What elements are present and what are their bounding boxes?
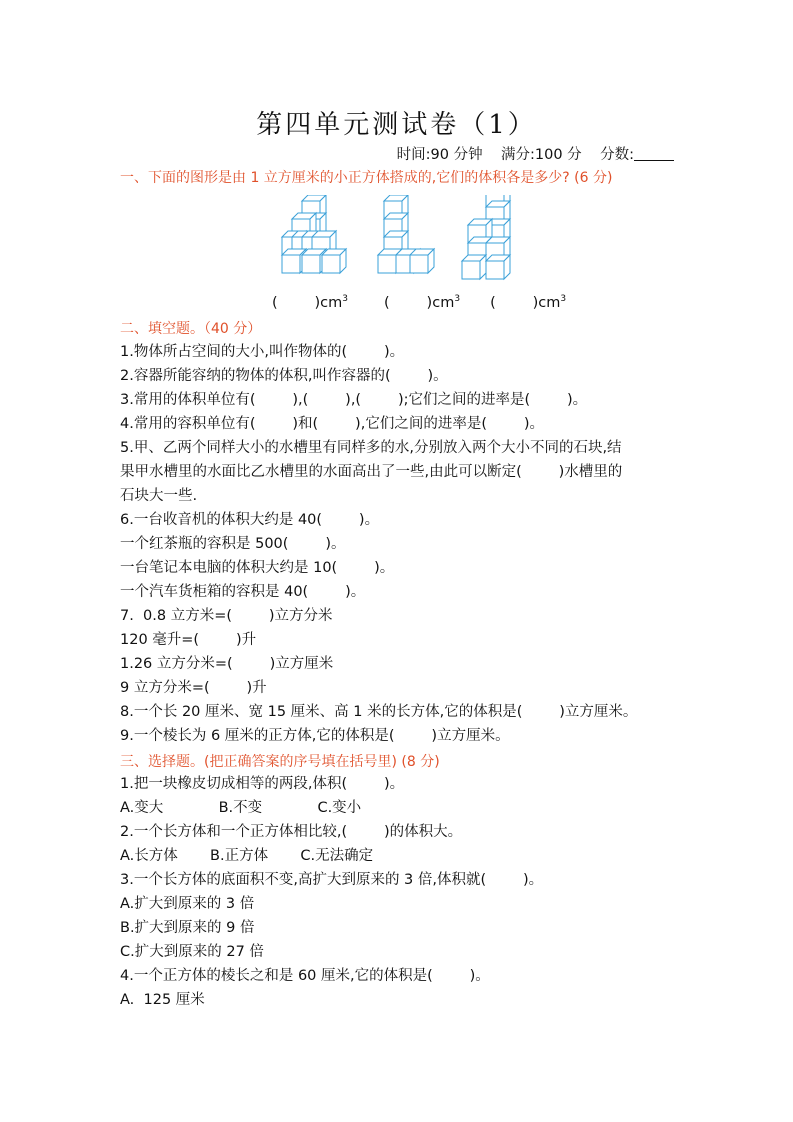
- answer-label-3[interactable]: ( )$cm^3$: [490, 294, 567, 311]
- unit-cube: [322, 249, 346, 273]
- question-line: 7. 0.8 立方米=( )立方分米: [120, 608, 333, 624]
- unit-cube: [462, 255, 486, 279]
- choice-line: A.扩大到原来的 3 倍: [120, 896, 255, 912]
- figure-answer-labels: [272, 294, 566, 311]
- question-line: 5.甲、乙两个同样大小的水槽里有同样多的水,分别放入两个大小不同的石块,结: [120, 440, 622, 456]
- answer-label-2[interactable]: ( )$cm^3$: [384, 294, 461, 311]
- choice-line: B.扩大到原来的 9 倍: [120, 920, 255, 936]
- choice-line: A. 125 厘米: [120, 992, 205, 1008]
- question-line: 1.把一块橡皮切成相等的两段,体积( )。: [120, 776, 405, 792]
- section1-heading: 一、下面的图形是由 1 立方厘米的小正方体搭成的,它们的体积各是多少? (6 分): [120, 170, 613, 186]
- question-line: 果甲水槽里的水面比乙水槽里的水面高出了一些,由此可以断定( )水槽里的: [120, 464, 623, 480]
- exam-meta-text: 时间:90 分钟 满分:100 分 分数:: [396, 147, 634, 163]
- question-line: 3.一个长方体的底面积不变,高扩大到原来的 3 倍,体积就( )。: [120, 872, 544, 888]
- choice-line: C.扩大到原来的 27 倍: [120, 944, 264, 960]
- score-blank[interactable]: [634, 146, 674, 161]
- page-title: 第四单元测试卷（1）: [256, 110, 537, 140]
- question-line: 石块大一些.: [120, 488, 198, 504]
- question-line: 2.一个长方体和一个正方体相比较,( )的体积大。: [120, 824, 463, 840]
- choice-line: A.变大 B.不变 C.变小: [120, 800, 362, 816]
- question-line: 6.一台收音机的体积大约是 40( )。: [120, 512, 380, 528]
- question-line: 4.一个正方体的棱长之和是 60 厘米,它的体积是( )。: [120, 968, 490, 984]
- cube-figures: [280, 195, 540, 285]
- question-line: 3.常用的体积单位有( ),( ),( );它们之间的进率是( )。: [120, 392, 588, 408]
- question-line: 1.26 立方分米=( )立方厘米: [120, 656, 334, 672]
- question-line: 9 立方分米=( )升: [120, 680, 267, 696]
- question-line: 9.一个棱长为 6 厘米的正方体,它的体积是( )立方厘米。: [120, 728, 510, 744]
- unit-cube: [486, 255, 510, 279]
- section2-heading: 二、填空题。（40 分）: [120, 321, 262, 337]
- question-line: 一个汽车货柜箱的容积是 40( )。: [120, 584, 366, 600]
- section3-heading: 三、选择题。(把正确答案的序号填在括号里) (8 分): [120, 754, 440, 770]
- question-line: 2.容器所能容纳的物体的体积,叫作容器的( )。: [120, 368, 448, 384]
- question-line: 1.物体所占空间的大小,叫作物体的( )。: [120, 344, 405, 360]
- exam-meta: [397, 143, 674, 164]
- question-line: 8.一个长 20 厘米、宽 15 厘米、高 1 米的长方体,它的体积是( )立方厘米。: [120, 704, 638, 720]
- question-line: 120 毫升=( )升: [120, 632, 257, 648]
- answer-label-1[interactable]: ( )$cm^3$: [272, 294, 349, 311]
- question-line: 4.常用的容积单位有( )和( ),它们之间的进率是( )。: [120, 416, 545, 432]
- unit-cube: [410, 249, 434, 273]
- question-line: 一个红茶瓶的容积是 500( )。: [120, 536, 346, 552]
- question-line: 一台笔记本电脑的体积大约是 10( )。: [120, 560, 395, 576]
- choice-line: A.长方体 B.正方体 C.无法确定: [120, 848, 374, 864]
